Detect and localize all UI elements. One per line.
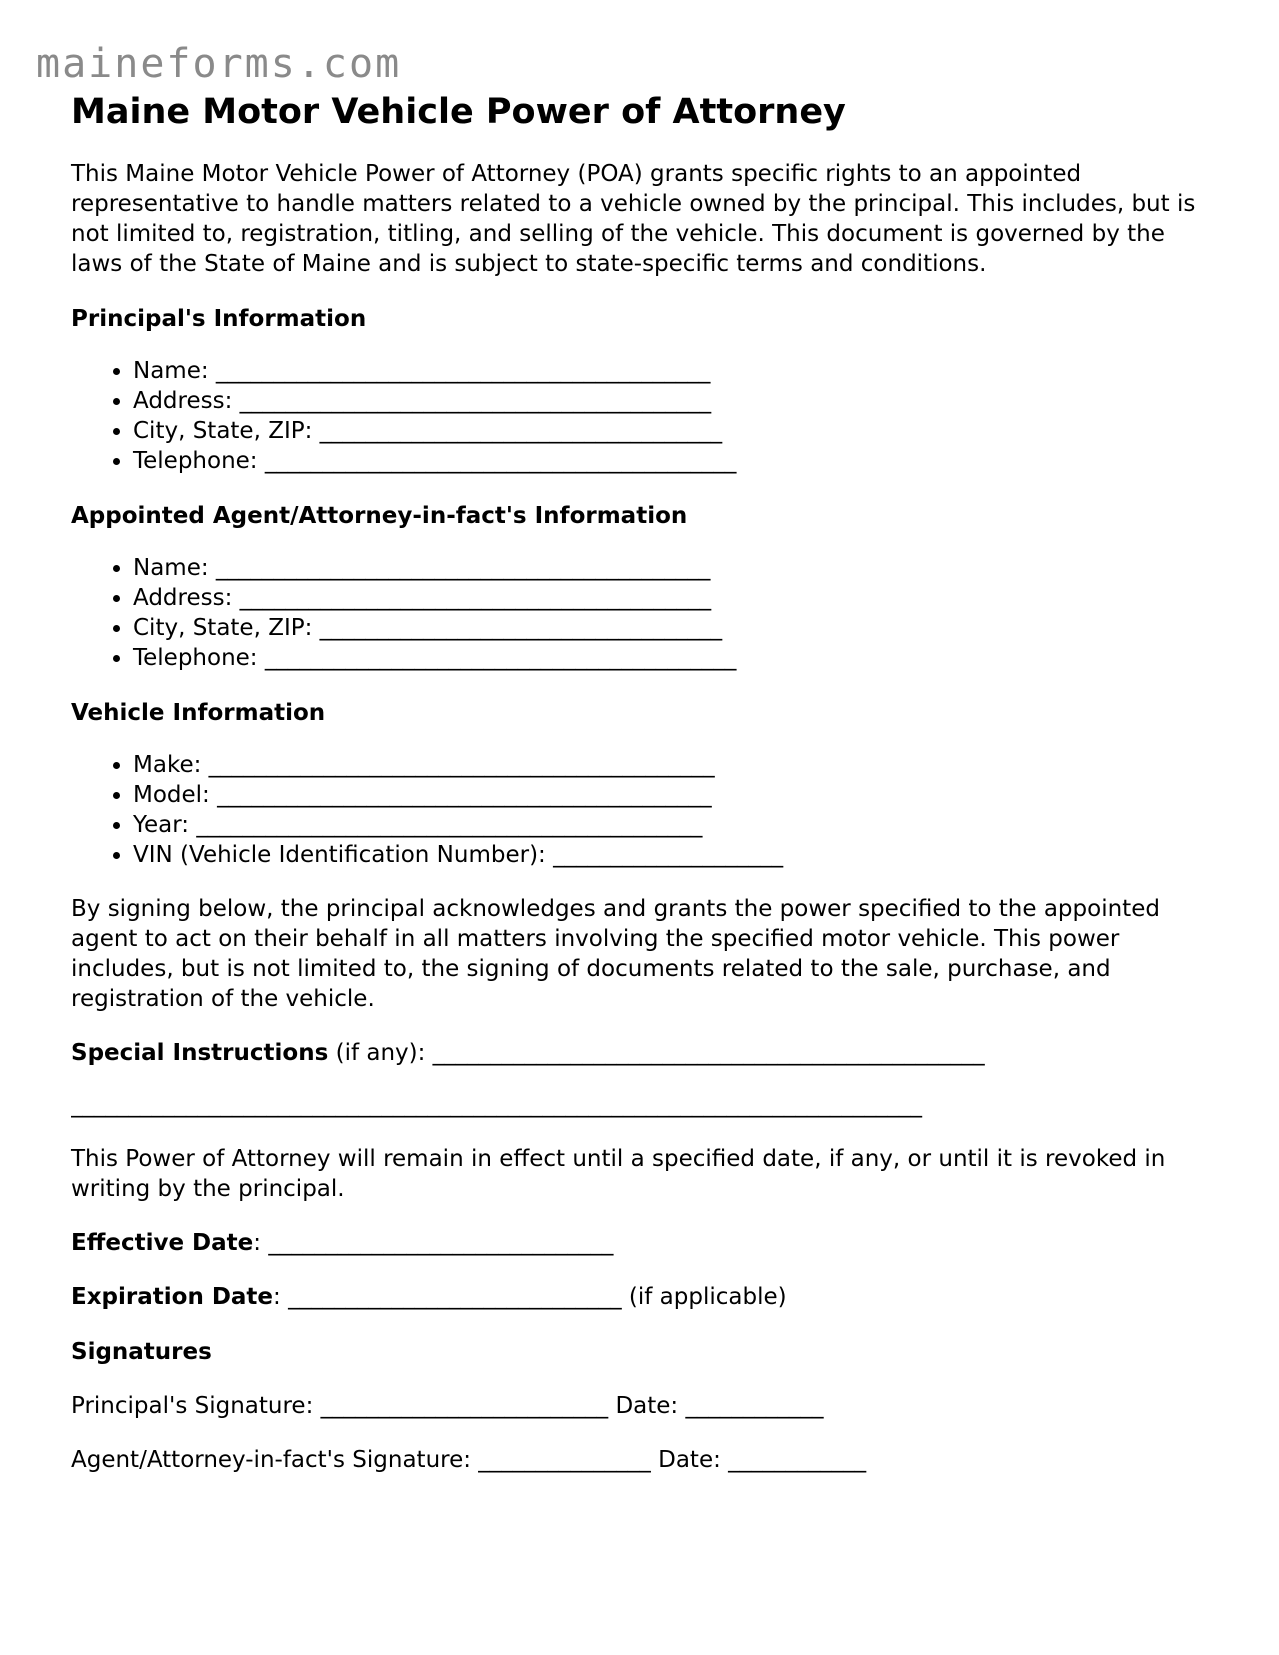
vehicle-year-field[interactable]: • Year: ____________________________________________	[133, 810, 1211, 840]
validity-paragraph: This Power of Attorney will remain in effect until a specified date, if any, or until it is revoked in writing by the principal.	[71, 1146, 1166, 1202]
principal-signature-line[interactable]: Principal's Signature: _________________________ Date: ____________	[71, 1393, 824, 1419]
special-instructions-second-line[interactable]: __________________________________________________________________________	[71, 1092, 922, 1118]
site-watermark: maineforms.com	[36, 41, 402, 87]
agent-heading: Appointed Agent/Attorney-in-fact's Information	[71, 503, 688, 529]
vehicle-vin-field[interactable]: • VIN (Vehicle Identification Number): ____________________	[133, 840, 1211, 870]
principal-heading: Principal's Information	[71, 306, 367, 332]
principal-name-field[interactable]: • Name: ___________________________________________	[133, 356, 1211, 386]
special-instructions-label: Special Instructions	[71, 1040, 329, 1066]
principal-telephone-field[interactable]: • Telephone: _________________________________________	[133, 446, 1211, 476]
document-title: Maine Motor Vehicle Power of Attorney	[71, 92, 846, 132]
special-instructions-blank: (if any): ________________________________________________	[328, 1040, 985, 1066]
acknowledgment-paragraph: By signing below, the principal acknowledges and grants the power specified to the appointed agent to act on their behalf in all matters involving the specified motor vehicle. This power includes, but is not limited to, the signing of documents related to the sale, purchase, and registration of the vehicle.	[71, 896, 1160, 1012]
vehicle-make-field[interactable]: • Make: ____________________________________________	[133, 750, 1211, 780]
effective-date-blank: : ______________________________	[253, 1230, 614, 1256]
agent-signature-line[interactable]: Agent/Attorney-in-fact's Signature: _______________ Date: ____________	[71, 1447, 867, 1473]
signatures-heading: Signatures	[71, 1339, 212, 1365]
agent-address-field[interactable]: • Address: _________________________________________	[133, 583, 1211, 613]
special-instructions-field[interactable]	[71, 1038, 1211, 1068]
agent-name-field[interactable]: • Name: ___________________________________________	[133, 553, 1211, 583]
agent-telephone-field[interactable]: • Telephone: _________________________________________	[133, 643, 1211, 673]
document-page	[71, 88, 1211, 1475]
effective-date-label: Effective Date	[71, 1230, 254, 1256]
intro-paragraph: This Maine Motor Vehicle Power of Attorney (POA) grants specific rights to an appointed representative to handle matters related to a vehicle owned by the principal. This includes, but is not limited to, registration, titling, and selling of the vehicle. This document is governed by the laws of the State of Maine and is subject to state-specific terms and conditions.	[71, 161, 1196, 277]
vehicle-heading: Vehicle Information	[71, 700, 326, 726]
vehicle-model-field[interactable]: • Model: ___________________________________________	[133, 780, 1211, 810]
agent-city-field[interactable]: • City, State, ZIP: ___________________________________	[133, 613, 1211, 643]
expiration-date-field[interactable]	[71, 1282, 1211, 1312]
effective-date-field[interactable]	[71, 1228, 1211, 1258]
expiration-date-blank: : _____________________________ (if applicable)	[273, 1284, 787, 1310]
principal-fields	[71, 356, 1211, 476]
principal-address-field[interactable]: • Address: _________________________________________	[133, 386, 1211, 416]
vehicle-fields	[71, 750, 1211, 870]
agent-fields	[71, 553, 1211, 673]
principal-city-field[interactable]: • City, State, ZIP: ___________________________________	[133, 416, 1211, 446]
expiration-date-label: Expiration Date	[71, 1284, 274, 1310]
